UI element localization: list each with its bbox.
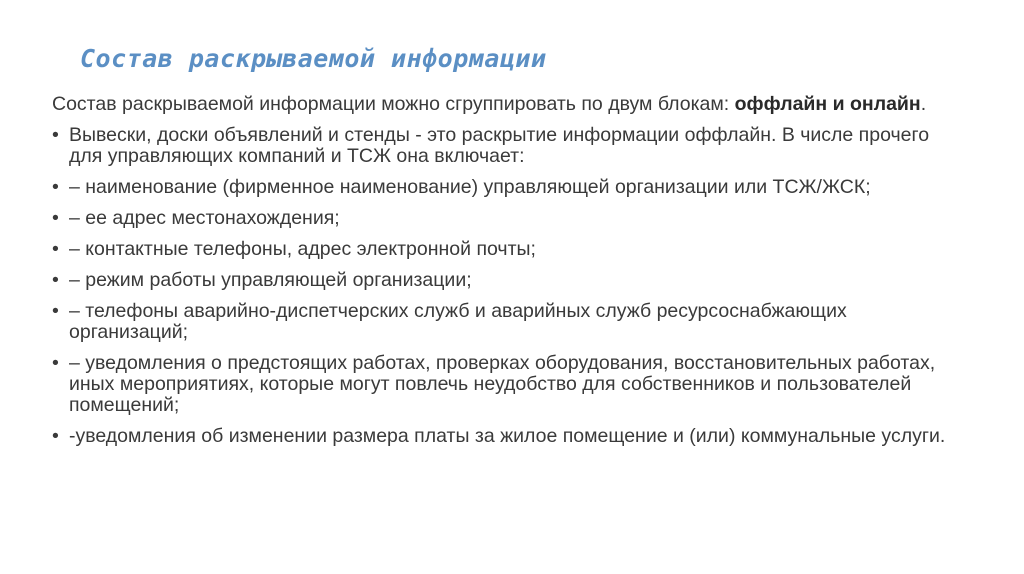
bullet-marker: • xyxy=(52,352,59,374)
list-item xyxy=(52,270,952,291)
list-item-text: – уведомления о предстоящих работах, проверках оборудования, восстановительных работах, иных мероприятиях, которые могут повлечь неудобство для собственников и пользователей помещений; xyxy=(69,352,936,416)
list-item-text: – режим работы управляющей организации; xyxy=(69,269,472,291)
list-item xyxy=(52,301,952,343)
bullet-marker: • xyxy=(52,176,59,198)
bullet-marker: • xyxy=(52,269,59,291)
bullet-marker: • xyxy=(52,238,59,260)
list-item xyxy=(52,353,952,416)
list-item-text: -уведомления об изменении размера платы за жилое помещение и (или) коммунальные услуги. xyxy=(69,425,946,447)
intro-text: Состав раскрываемой информации можно сгруппировать по двум блокам: xyxy=(52,93,735,115)
list-item xyxy=(52,208,952,229)
slide-title: Состав раскрываемой информации xyxy=(80,44,547,73)
list-item xyxy=(52,125,952,167)
bullet-list xyxy=(52,125,952,447)
slide-content xyxy=(52,94,952,457)
list-item-text: – телефоны аварийно-диспетчерских служб и аварийных служб ресурсоснабжающих организаций; xyxy=(69,300,847,343)
list-item xyxy=(52,426,952,447)
list-item-text: – контактные телефоны, адрес электронной почты; xyxy=(69,238,536,260)
intro-end: . xyxy=(920,93,927,115)
list-item xyxy=(52,177,952,198)
intro-paragraph xyxy=(52,94,952,115)
intro-bold-text: оффлайн и онлайн xyxy=(734,93,921,115)
bullet-marker: • xyxy=(52,425,59,447)
bullet-marker: • xyxy=(52,207,59,229)
list-item xyxy=(52,239,952,260)
list-item-text: – наименование (фирменное наименование) управляющей организации или ТСЖ/ЖСК; xyxy=(69,176,871,198)
list-item-text: – ее адрес местонахождения; xyxy=(69,207,340,229)
bullet-marker: • xyxy=(52,124,59,146)
list-item-text: Вывески, доски объявлений и стенды - это раскрытие информации оффлайн. В числе прочего для управляющих компаний и ТСЖ она включает: xyxy=(69,124,930,167)
bullet-marker: • xyxy=(52,300,59,322)
